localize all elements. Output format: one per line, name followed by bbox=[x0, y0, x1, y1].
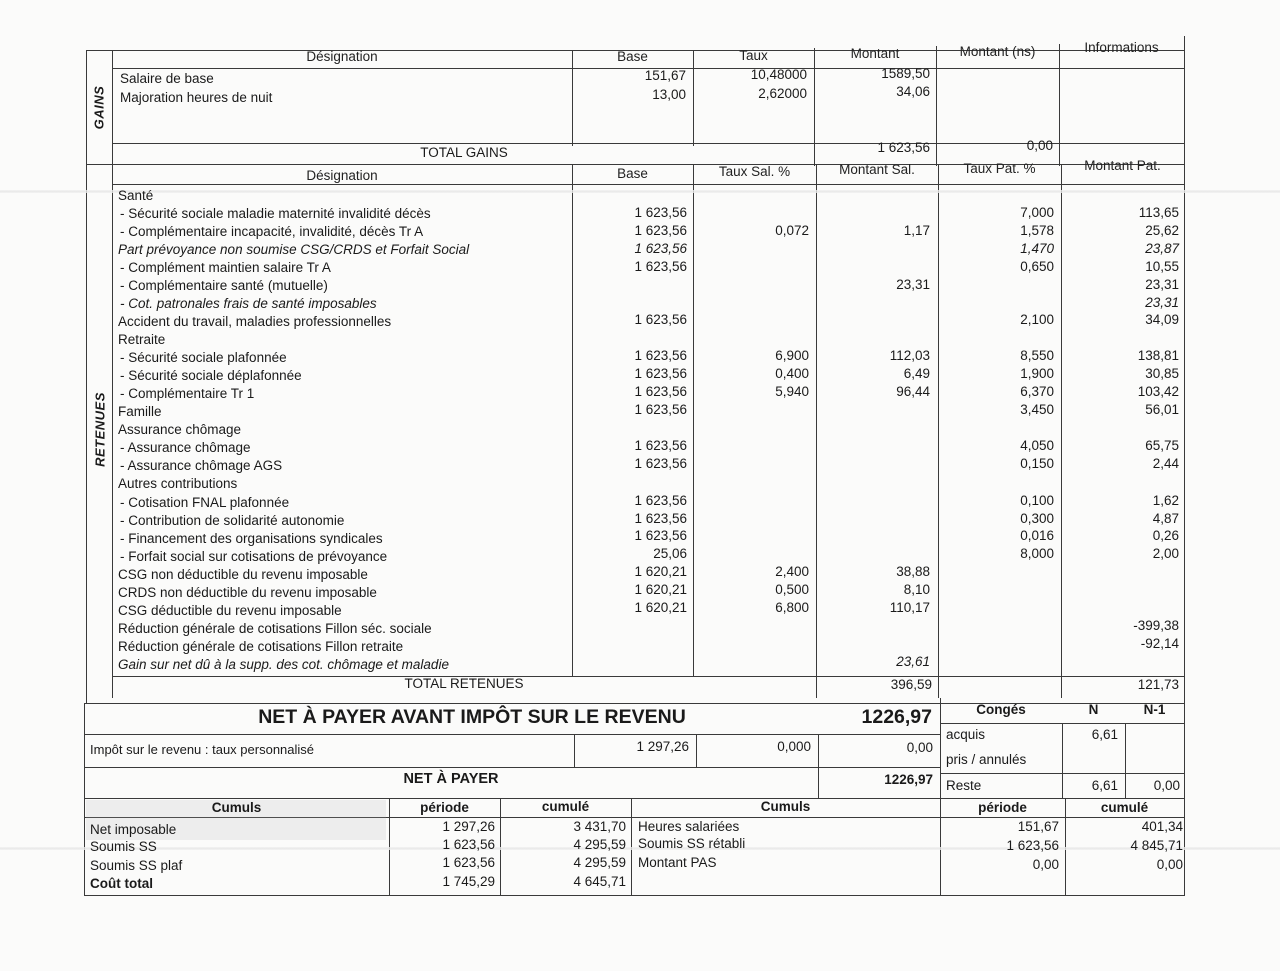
ret-total-montant-pat: 121,73 bbox=[1137, 677, 1179, 692]
retenue-label: - Financement des organisations syndicales bbox=[120, 531, 383, 546]
frame-left-border bbox=[86, 50, 87, 704]
retenue-taux-pat: 6,370 bbox=[1020, 384, 1054, 399]
retenue-base: 1 623,56 bbox=[634, 205, 687, 220]
cumuls-left-header-periode: période bbox=[420, 800, 469, 815]
cumuls-right-label: Heures salariées bbox=[638, 819, 740, 834]
cumuls-right-cumule: 401,34 bbox=[1141, 819, 1183, 834]
retenue-taux-sal: 6,800 bbox=[775, 600, 809, 615]
impot-montant: 0,00 bbox=[906, 740, 933, 755]
gains-total-montant: 1 623,56 bbox=[877, 140, 930, 155]
ret-header-montant-sal: Montant Sal. bbox=[839, 162, 915, 177]
retenue-label: Famille bbox=[118, 404, 162, 419]
retenue-montant-sal: 110,17 bbox=[889, 600, 930, 615]
retenue-montant-pat: 30,85 bbox=[1145, 366, 1179, 381]
retenue-base: 1 623,56 bbox=[634, 528, 687, 543]
retenue-label: Santé bbox=[118, 188, 154, 203]
retenue-label: CSG non déductible du revenu imposable bbox=[118, 567, 368, 582]
net-a-payer-value: 1226,97 bbox=[884, 772, 933, 787]
retenue-base: 1 620,21 bbox=[634, 582, 687, 597]
cumuls-left-label: Soumis SS bbox=[90, 839, 157, 854]
cumuls-left-cumule: 3 431,70 bbox=[573, 819, 626, 834]
retenue-base: 1 623,56 bbox=[634, 259, 687, 274]
net-a-payer-label: NET À PAYER bbox=[403, 771, 499, 787]
retenue-taux-sal: 5,940 bbox=[775, 384, 809, 399]
net-avant-impot-label: NET À PAYER AVANT IMPÔT SUR LE REVENU bbox=[258, 706, 686, 728]
retenue-base: 1 623,56 bbox=[634, 511, 687, 526]
retenue-montant-pat: 103,42 bbox=[1137, 384, 1179, 399]
retenue-taux-sal: 2,400 bbox=[775, 564, 809, 579]
cumuls-left-label: Net imposable bbox=[90, 822, 177, 837]
cumuls-left-header-cumule: cumulé bbox=[541, 799, 590, 814]
cumuls-right-header-periode: période bbox=[978, 800, 1027, 815]
conges-acquis-label: acquis bbox=[946, 727, 986, 742]
ret-header-base: Base bbox=[617, 166, 648, 181]
cumuls-left-periode: 1 623,56 bbox=[442, 837, 495, 852]
retenue-base: 1 623,56 bbox=[634, 241, 687, 256]
retenue-montant-pat: 10,55 bbox=[1145, 259, 1179, 274]
retenue-base: 1 623,56 bbox=[634, 493, 687, 508]
ret-header-montant-pat: Montant Pat. bbox=[1084, 158, 1161, 173]
gains-row-taux: 10,48000 bbox=[750, 67, 807, 82]
retenue-label: - Complémentaire Tr 1 bbox=[120, 386, 255, 401]
retenue-label: - Complémentaire incapacité, invalidité, décès Tr A bbox=[120, 224, 424, 239]
retenue-taux-pat: 4,050 bbox=[1020, 438, 1054, 453]
conges-col-n1-header: N-1 bbox=[1143, 702, 1166, 717]
retenue-taux-pat: 0,300 bbox=[1020, 511, 1054, 526]
retenue-taux-pat: 8,000 bbox=[1020, 546, 1054, 561]
retenue-label: CSG déductible du revenu imposable bbox=[118, 603, 342, 618]
net-avant-impot-value: 1226,97 bbox=[861, 706, 932, 728]
retenue-montant-pat: 23,31 bbox=[1145, 295, 1179, 310]
retenue-label: Part prévoyance non soumise CSG/CRDS et Forfait Social bbox=[118, 242, 470, 257]
cumuls-right-label: Montant PAS bbox=[638, 855, 717, 870]
conges-reste-n1: 0,00 bbox=[1153, 778, 1180, 793]
gains-row-label: Salaire de base bbox=[120, 71, 214, 86]
gains-side-label: GAINS bbox=[91, 85, 107, 130]
retenue-montant-pat: 34,09 bbox=[1145, 312, 1179, 327]
retenue-taux-pat: 0,150 bbox=[1020, 456, 1054, 471]
retenue-base: 1 623,56 bbox=[634, 384, 687, 399]
retenue-montant-pat: 4,87 bbox=[1152, 511, 1179, 526]
retenue-label: Retraite bbox=[118, 332, 166, 347]
retenue-taux-pat: 0,650 bbox=[1020, 259, 1054, 274]
retenue-label: - Sécurité sociale déplafonnée bbox=[120, 368, 302, 383]
retenue-label: - Contribution de solidarité autonomie bbox=[120, 513, 345, 528]
gains-row-base: 13,00 bbox=[652, 87, 686, 102]
gains-row-label: Majoration heures de nuit bbox=[120, 90, 273, 105]
gains-header-montant-ns: Montant (ns) bbox=[959, 44, 1036, 59]
ret-total-montant-sal: 396,59 bbox=[890, 677, 932, 692]
conges-pris-label: pris / annulés bbox=[946, 752, 1027, 767]
frame-right-border bbox=[1184, 36, 1185, 896]
gains-row-montant: 34,06 bbox=[896, 84, 930, 99]
retenue-montant-sal: 23,31 bbox=[896, 277, 930, 292]
paper-fold bbox=[0, 190, 1280, 193]
cumuls-left-cumule: 4 295,59 bbox=[573, 837, 626, 852]
gains-header-informations: Informations bbox=[1084, 40, 1159, 55]
retenue-label: CRDS non déductible du revenu imposable bbox=[118, 585, 377, 600]
ret-header-taux-pat: Taux Pat. % bbox=[963, 161, 1036, 176]
ret-total-label: TOTAL RETENUES bbox=[404, 676, 524, 691]
retenue-base: 1 623,56 bbox=[634, 312, 687, 327]
cumuls-left-label: Soumis SS plaf bbox=[90, 858, 183, 873]
cumuls-right-periode: 1 623,56 bbox=[1006, 838, 1059, 853]
cumuls-right-header-cumule: cumulé bbox=[1100, 800, 1149, 815]
retenue-montant-pat: 23,87 bbox=[1145, 241, 1179, 256]
retenue-label: - Cot. patronales frais de santé imposables bbox=[120, 296, 377, 311]
retenue-taux-pat: 1,470 bbox=[1020, 241, 1054, 256]
retenue-montant-pat: 2,00 bbox=[1152, 546, 1179, 561]
cumuls-right-header: Cumuls bbox=[760, 799, 811, 814]
retenue-montant-sal: 38,88 bbox=[896, 564, 930, 579]
retenue-base: 1 623,56 bbox=[634, 402, 687, 417]
gains-header-designation: Désignation bbox=[306, 49, 378, 64]
retenue-montant-pat: 25,62 bbox=[1145, 223, 1179, 238]
impot-top-line bbox=[84, 734, 940, 735]
retenue-montant-sal: 6,49 bbox=[903, 366, 930, 381]
retenue-montant-pat: 1,62 bbox=[1152, 493, 1179, 508]
retenue-montant-sal: 8,10 bbox=[903, 582, 930, 597]
retenues-side-divider bbox=[112, 164, 113, 698]
retenue-label: - Assurance chômage bbox=[120, 440, 251, 455]
retenue-montant-pat: 113,65 bbox=[1138, 205, 1179, 220]
retenue-label: - Cotisation FNAL plafonnée bbox=[120, 495, 290, 510]
retenue-label: Assurance chômage bbox=[118, 422, 242, 437]
cumuls-right-periode: 151,67 bbox=[1017, 819, 1059, 834]
retenue-montant-sal: 112,03 bbox=[889, 348, 930, 363]
gains-row-montant: 1589,50 bbox=[881, 66, 930, 81]
conges-acquis-n: 6,61 bbox=[1091, 727, 1118, 742]
cumuls-left-header: Cumuls bbox=[211, 800, 262, 815]
cumuls-right-label: Soumis SS rétabli bbox=[638, 836, 746, 851]
retenue-montant-pat: 2,44 bbox=[1152, 456, 1179, 471]
retenue-montant-sal: 1,17 bbox=[903, 223, 930, 238]
retenue-base: 1 623,56 bbox=[634, 348, 687, 363]
retenue-label: - Assurance chômage AGS bbox=[120, 458, 283, 473]
net-top-line bbox=[84, 767, 940, 768]
cumuls-right-periode: 0,00 bbox=[1032, 857, 1059, 872]
retenue-base: 1 623,56 bbox=[634, 456, 687, 471]
retenue-taux-sal: 6,900 bbox=[775, 348, 809, 363]
retenue-taux-sal: 0,072 bbox=[775, 223, 809, 238]
retenue-montant-pat: 65,75 bbox=[1145, 438, 1179, 453]
retenue-taux-pat: 2,100 bbox=[1020, 312, 1054, 327]
retenue-montant-pat: -92,14 bbox=[1140, 636, 1179, 651]
cumuls-left-label: Coût total bbox=[90, 876, 153, 891]
retenue-label: Autres contributions bbox=[118, 476, 238, 491]
retenues-header-line bbox=[112, 184, 1184, 185]
retenue-taux-pat: 0,016 bbox=[1020, 528, 1054, 543]
retenue-label: Accident du travail, maladies professionnelles bbox=[118, 314, 392, 329]
retenue-base: 1 623,56 bbox=[634, 223, 687, 238]
gains-header-taux: Taux bbox=[739, 48, 768, 63]
impot-label: Impôt sur le revenu : taux personnalisé bbox=[90, 742, 315, 757]
gains-total-montant-ns: 0,00 bbox=[1026, 138, 1053, 153]
retenue-montant-pat: 0,26 bbox=[1152, 528, 1179, 543]
retenue-montant-pat: 138,81 bbox=[1137, 348, 1179, 363]
cumuls-right-cumule: 0,00 bbox=[1156, 857, 1183, 872]
retenue-taux-pat: 1,578 bbox=[1020, 223, 1054, 238]
retenue-base: 1 620,21 bbox=[634, 564, 687, 579]
conges-col-n-header: N bbox=[1088, 702, 1099, 717]
retenue-taux-pat: 1,900 bbox=[1020, 366, 1054, 381]
cumuls-right-cumule: 4 845,71 bbox=[1130, 838, 1183, 853]
retenue-montant-pat: 56,01 bbox=[1145, 402, 1179, 417]
retenue-montant-pat: -399,38 bbox=[1133, 618, 1179, 633]
gains-col-info bbox=[1059, 44, 1060, 166]
retenue-label: - Complément maintien salaire Tr A bbox=[120, 260, 331, 275]
retenue-taux-pat: 8,550 bbox=[1020, 348, 1054, 363]
cumuls-left-periode: 1 623,56 bbox=[442, 855, 495, 870]
retenue-base: 1 623,56 bbox=[634, 438, 687, 453]
impot-taux: 0,000 bbox=[777, 739, 811, 754]
retenue-label: - Complémentaire santé (mutuelle) bbox=[120, 278, 328, 293]
gains-total-label: TOTAL GAINS bbox=[420, 145, 508, 160]
ret-col-montant-sal bbox=[816, 164, 817, 698]
cumuls-left-periode: 1 745,29 bbox=[442, 874, 495, 889]
retenue-taux-sal: 0,400 bbox=[775, 366, 809, 381]
cumuls-left-cumule: 4 645,71 bbox=[573, 874, 626, 889]
ret-header-taux-sal: Taux Sal. % bbox=[718, 164, 791, 179]
cumuls-left-cumule: 4 295,59 bbox=[573, 855, 626, 870]
retenue-label: Réduction générale de cotisations Fillon retraite bbox=[118, 639, 404, 654]
retenue-label: - Sécurité sociale maladie maternité invalidité décès bbox=[120, 206, 431, 221]
retenue-base: 25,06 bbox=[653, 546, 687, 561]
retenue-base: 1 623,56 bbox=[634, 366, 687, 381]
gains-header-base: Base bbox=[617, 49, 648, 64]
retenue-label: - Sécurité sociale plafonnée bbox=[120, 350, 287, 365]
retenue-taux-pat: 7,000 bbox=[1020, 205, 1054, 220]
cumuls-left-periode: 1 297,26 bbox=[442, 819, 495, 834]
conges-header: Congés bbox=[976, 702, 1026, 717]
retenue-label: Gain sur net dû à la supp. des cot. chômage et maladie bbox=[118, 657, 449, 672]
retenue-label: Réduction générale de cotisations Fillon séc. sociale bbox=[118, 621, 432, 636]
ret-header-designation: Désignation bbox=[306, 168, 378, 183]
retenue-label: - Forfait social sur cotisations de prévoyance bbox=[120, 549, 388, 564]
retenue-taux-pat: 0,100 bbox=[1020, 493, 1054, 508]
gains-row-taux: 2,62000 bbox=[758, 86, 807, 101]
retenue-taux-sal: 0,500 bbox=[775, 582, 809, 597]
conges-reste-label: Reste bbox=[946, 778, 982, 793]
gains-header-montant: Montant bbox=[850, 46, 900, 61]
impot-base: 1 297,26 bbox=[636, 739, 689, 754]
retenue-taux-pat: 3,450 bbox=[1020, 402, 1054, 417]
retenues-side-label: RETENUES bbox=[92, 392, 108, 467]
retenue-base: 1 620,21 bbox=[634, 600, 687, 615]
retenue-montant-sal: 23,61 bbox=[896, 654, 930, 669]
retenue-montant-pat: 23,31 bbox=[1145, 277, 1179, 292]
gains-row-base: 151,67 bbox=[644, 68, 686, 83]
frame-bottom-border bbox=[84, 895, 1184, 896]
retenue-montant-sal: 96,44 bbox=[896, 384, 930, 399]
conges-reste-n: 6,61 bbox=[1091, 778, 1118, 793]
